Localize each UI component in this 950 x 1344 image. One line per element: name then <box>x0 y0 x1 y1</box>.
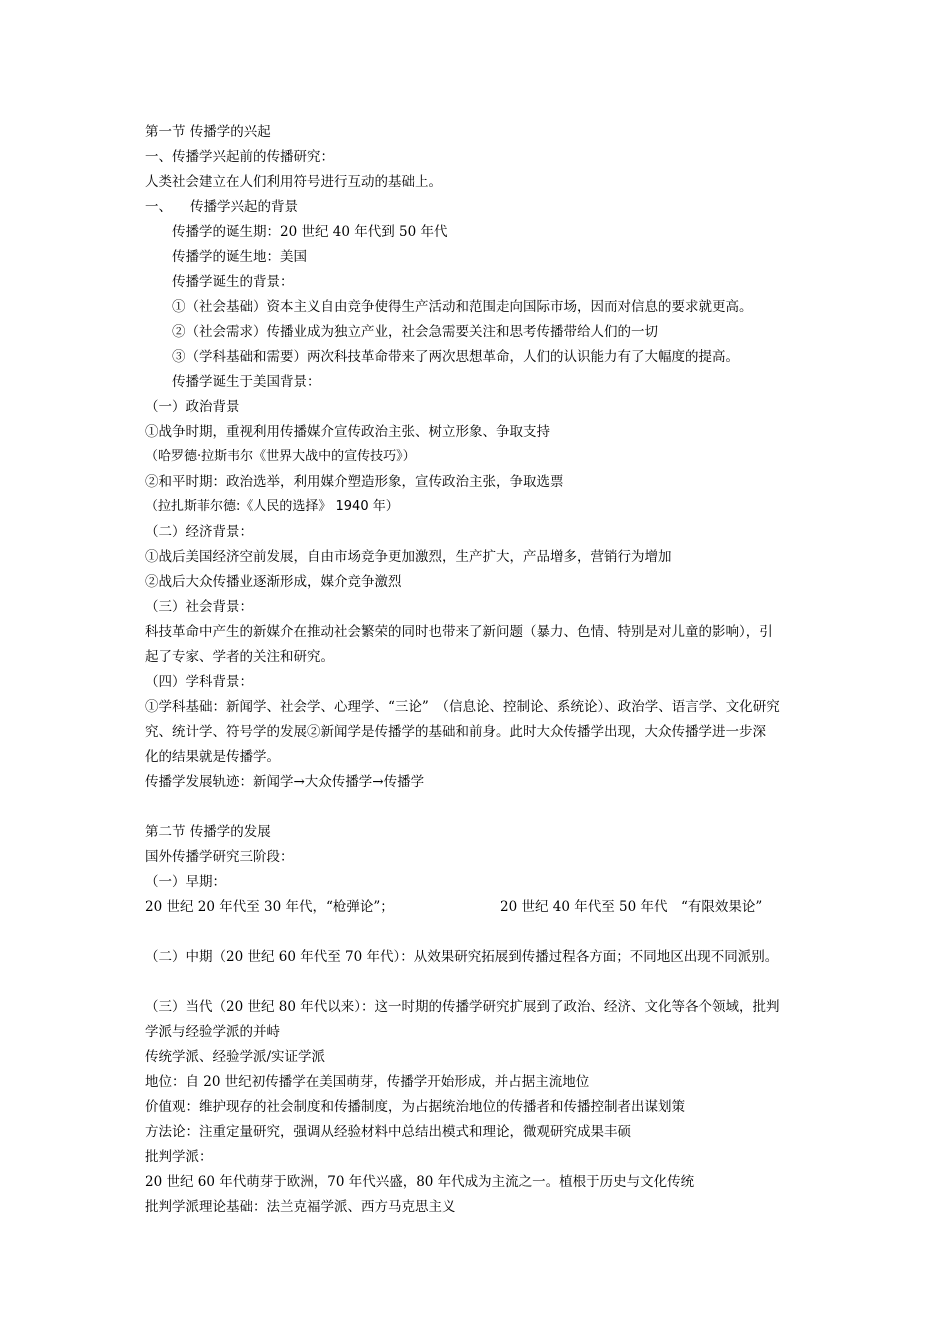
academic-text-line: 化的结果就是传播学。 <box>145 749 280 765</box>
contemporary-stage-line: （三）当代（20 世纪 80 年代以来）：这一时期的传播学研究扩展到了政治、经济、文化等各个领域，批判 <box>145 999 780 1015</box>
political-point-1: ①战争时期，重视利用传播媒介宣传政治主张、树立形象、争取支持 <box>145 424 550 440</box>
social-title: （三）社会背景： <box>145 599 253 615</box>
traditional-values: 价值观：维护现存的社会制度和传播制度，为占据统治地位的传播者和传播控制者出谋划策 <box>145 1099 685 1115</box>
section2-heading: 第二节 传播学的发展 <box>145 824 271 840</box>
economic-point-1: ①战后美国经济空前发展，自由市场竞争更加激烈，生产扩大，产品增多，营销行为增加 <box>145 549 672 565</box>
economic-title: （二）经济背景： <box>145 524 253 540</box>
early-stage-left: 20 世纪 20 年代至 30 年代，“枪弹论”； <box>145 899 394 915</box>
item1-text: 人类社会建立在人们利用符号进行互动的基础上。 <box>145 174 442 190</box>
three-stages-intro: 国外传播学研究三阶段： <box>145 849 294 865</box>
social-text-line: 科技革命中产生的新媒介在推动社会繁荣的同时也带来了新问题（暴力、色情、特别是对儿童的影响），引 <box>145 624 773 640</box>
economic-point-2: ②战后大众传播业逐渐形成，媒介竞争激烈 <box>145 574 402 590</box>
birth-background-title: 传播学诞生的背景： <box>172 274 294 290</box>
political-point-2: ②和平时期：政治选举，利用媒介塑造形象，宣传政治主张，争取选票 <box>145 474 564 490</box>
background-point: ①（社会基础）资本主义自由竞争使得生产活动和范围走向国际市场，因而对信息的要求就更高。 <box>172 299 753 315</box>
birth-place: 传播学的诞生地：美国 <box>172 249 307 265</box>
background-point: ③（学科基础和需要）两次科技革命带来了两次思想革命，人们的认识能力有了大幅度的提高。 <box>172 349 739 365</box>
traditional-status: 地位：自 20 世纪初传播学在美国萌芽，传播学开始形成，并占据主流地位 <box>145 1074 590 1090</box>
social-text-line: 起了专家、学者的关注和研究。 <box>145 649 334 665</box>
us-background-title: 传播学诞生于美国背景： <box>172 374 321 390</box>
item1-title: 一、传播学兴起前的传播研究： <box>145 149 334 165</box>
item2-number: 一、 <box>145 199 172 215</box>
item2-title: 传播学兴起的背景 <box>190 199 298 215</box>
traditional-school-title: 传统学派、经验学派/实证学派 <box>145 1049 326 1065</box>
section1-heading: 第一节 传播学的兴起 <box>145 124 271 140</box>
critical-school-basis: 批判学派理论基础：法兰克福学派、西方马克思主义 <box>145 1199 456 1215</box>
critical-school-origin: 20 世纪 60 年代萌芽于欧洲，70 年代兴盛，80 年代成为主流之一。植根于历史与文化传统 <box>145 1174 695 1190</box>
academic-text-line: ①学科基础：新闻学、社会学、心理学、“三论” （信息论、控制论、系统论）、政治学、语言学、文化研究 <box>145 699 780 715</box>
early-stage-title: （一）早期： <box>145 874 226 890</box>
development-trajectory: 传播学发展轨迹：新闻学→大众传播学→传播学 <box>145 774 425 790</box>
political-reference-2: （拉扎斯菲尔德:《人民的选择》 1940 年） <box>145 499 399 514</box>
birth-period: 传播学的诞生期：20 世纪 40 年代到 50 年代 <box>172 224 448 240</box>
political-reference-1: （哈罗德·拉斯韦尔《世界大战中的宣传技巧》） <box>145 449 416 464</box>
middle-stage: （二）中期（20 世纪 60 年代至 70 年代）：从效果研究拓展到传播过程各方面；不同地区出现不同派别。 <box>145 949 779 965</box>
traditional-methodology: 方法论：注重定量研究，强调从经验材料中总结出模式和理论，微观研究成果丰硕 <box>145 1124 631 1140</box>
political-title: （一）政治背景 <box>145 399 240 415</box>
critical-school-title: 批判学派： <box>145 1149 213 1165</box>
background-point: ②（社会需求）传播业成为独立产业，社会急需要关注和思考传播带给人们的一切 <box>172 324 658 340</box>
academic-title: （四）学科背景： <box>145 674 253 690</box>
academic-text-line: 究、统计学、符号学的发展②新闻学是传播学的基础和前身。此时大众传播学出现，大众传播学进一步深 <box>145 724 766 740</box>
early-stage-right: 20 世纪 40 年代至 50 年代 “有限效果论” <box>500 899 763 915</box>
contemporary-stage-line: 学派与经验学派的并峙 <box>145 1024 280 1040</box>
